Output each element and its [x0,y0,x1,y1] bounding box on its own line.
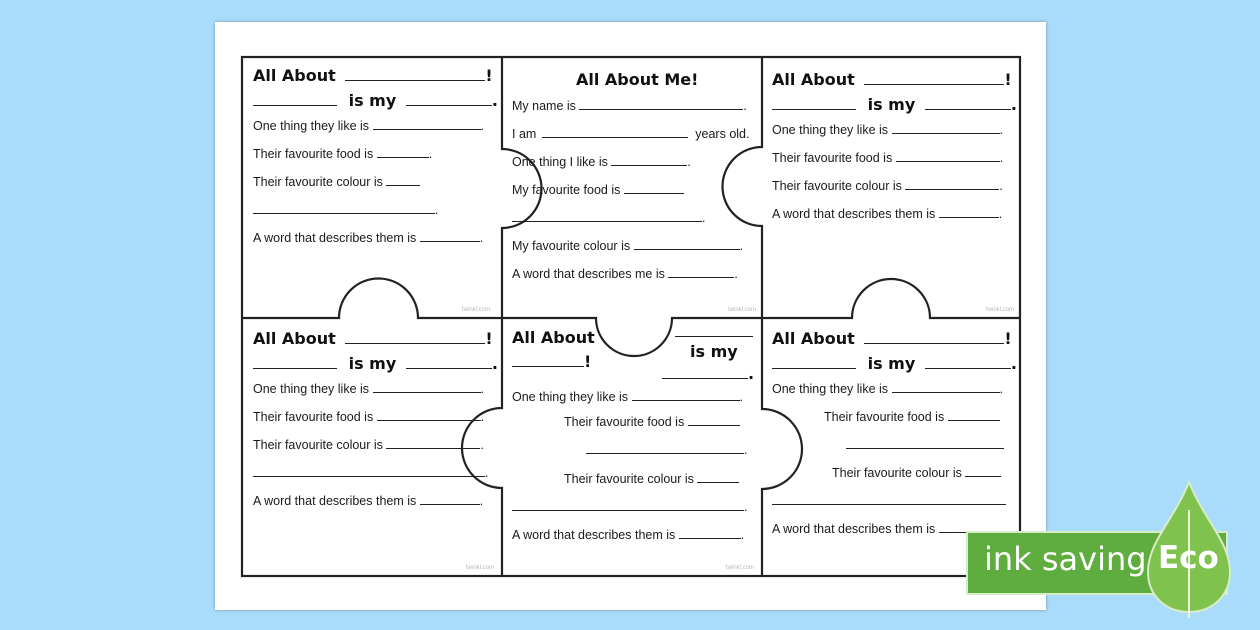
line-label: A word that describes them is [772,207,936,221]
line-label: Their favourite food is [253,147,374,161]
answer-blank[interactable] [386,447,480,449]
line-colour: Their favourite colour is . [772,179,1003,193]
answer-blank[interactable] [586,452,744,454]
answer-blank[interactable] [253,212,435,214]
line-label: One thing they like is [253,382,370,396]
heading-label: All About [253,329,336,348]
answer-blank[interactable] [634,248,740,250]
about-heading [253,329,493,348]
years-old-label: years old. [695,127,750,141]
heading-punct: ! [485,66,493,85]
line-label: Their favourite food is [564,415,685,429]
answer-blank[interactable] [688,424,740,426]
relation-name-blank[interactable] [253,104,337,106]
puzzle-edge-h-right [762,279,1020,318]
line-label: A word that describes them is [772,522,936,536]
answer-blank[interactable] [386,184,420,186]
watermark: twinkl.com [726,565,755,571]
heading-punct: . [748,364,755,383]
is-my-label: is my [348,91,397,110]
line-colour [253,175,420,189]
line-age [512,127,749,141]
relation-blank[interactable] [662,377,748,379]
watermark: twinkl.com [728,307,757,313]
line-label: Their favourite food is [253,410,374,424]
about-heading [772,70,1012,89]
relation-name-blank[interactable] [772,367,856,369]
ink-saving-label: ink saving [984,540,1147,578]
line-label: Their favourite colour is [253,175,383,189]
line-label: One thing they like is [253,119,370,133]
line-word: A word that describes them is . [253,494,484,508]
heading-punct: . [1010,95,1017,114]
answer-blank[interactable] [772,503,1006,505]
line-name: My name is . [512,99,747,113]
line-food [512,183,684,197]
line-colour-cont [772,494,1006,508]
relationship-heading [253,354,498,373]
answer-blank[interactable] [377,156,429,158]
line-food-cont [846,438,1004,452]
line-label: My name is [512,99,576,113]
heading-punct: . [491,354,498,373]
heading-punct: ! [584,352,592,371]
line-label: One thing I like is [512,155,608,169]
relation-blank[interactable] [925,108,1011,110]
line-one-thing: One thing they like is . [253,382,485,396]
relation-blank[interactable] [406,104,492,106]
line-label: A word that describes them is [512,528,676,542]
line-food: Their favourite food is . [253,410,485,424]
answer-blank[interactable] [420,503,480,505]
title-all-about-me: All About Me! [576,70,699,89]
heading-punct: ! [485,329,493,348]
line-label: Their favourite food is [824,410,945,424]
answer-blank[interactable] [512,220,702,222]
answer-blank[interactable] [373,391,481,393]
line-one-thing: One thing they like is . [772,382,1004,396]
answer-blank[interactable] [892,132,1000,134]
relation-name-row [512,352,591,371]
about-heading [772,329,1012,348]
line-label: My favourite food is [512,183,621,197]
line-colour: My favourite colour is . [512,239,744,253]
heading-punct: ! [1004,329,1012,348]
line-label: Their favourite colour is [832,466,962,480]
line-colour-cont: . [512,500,747,514]
line-one-thing: One thing they like is . [253,119,485,133]
name-blank[interactable] [864,83,1004,85]
answer-blank[interactable] [624,192,684,194]
line-label: One thing they like is [772,123,889,137]
watermark: twinkl.com [466,565,495,571]
is-my-label: is my [867,95,916,114]
answer-blank[interactable] [373,128,481,130]
answer-blank[interactable] [948,419,1000,421]
answer-blank[interactable] [679,537,741,539]
answer-blank[interactable] [668,276,734,278]
line-label: A word that describes me is [512,267,665,281]
line-food-cont: . [586,443,747,457]
line-word: A word that describes me is . [512,267,738,281]
relation-name-blank[interactable] [253,367,337,369]
line-word: A word that describes them is . [512,528,745,542]
heading-punct: . [491,91,498,110]
answer-blank[interactable] [420,240,480,242]
answer-blank[interactable] [905,188,999,190]
line-food: Their favourite food is . [772,151,1004,165]
line-word [772,522,999,536]
relation-blank[interactable] [925,367,1011,369]
line-word: A word that describes them is . [772,207,1003,221]
answer-blank[interactable] [579,108,743,110]
is-my-label: is my [690,342,738,361]
answer-blank[interactable] [542,136,688,138]
line-label: My favourite colour is [512,239,631,253]
heading-label: All About [772,70,855,89]
watermark: twinkl.com [986,307,1015,313]
about-heading-label: All About [512,328,595,347]
name-blank[interactable] [864,342,1004,344]
relationship-heading [772,95,1017,114]
line-colour: Their favourite colour is . [253,438,484,452]
answer-blank[interactable] [892,391,1000,393]
is-my-label: is my [867,354,916,373]
line-label: Their favourite food is [772,151,893,165]
line-colour [564,472,739,486]
line-label: I am [512,127,537,141]
line-one-thing: One thing they like is . [512,390,744,404]
line-one-thing: One thing I like is . [512,155,691,169]
relation-name-blank[interactable] [772,108,856,110]
line-label: Their favourite colour is [772,179,902,193]
answer-blank[interactable] [512,509,744,511]
line-colour [832,466,1001,480]
relation-row [662,364,754,383]
answer-blank[interactable] [939,216,999,218]
line-label: One thing they like is [512,390,629,404]
line-food [564,415,740,429]
line-label: One thing they like is [772,382,889,396]
line-colour-cont: . [253,203,438,217]
name-blank[interactable] [345,342,485,344]
name-blank[interactable] [675,335,753,337]
name-blank[interactable] [345,79,485,81]
heading-label: All About [253,66,336,85]
relationship-heading [772,354,1017,373]
line-food [824,410,1000,424]
relationship-heading [253,91,498,110]
line-colour-cont: . [253,466,488,480]
answer-blank[interactable] [896,160,1000,162]
answer-blank[interactable] [377,419,481,421]
answer-blank[interactable] [846,447,1004,449]
eco-label: Eco [1158,540,1219,576]
answer-blank[interactable] [253,475,485,477]
about-heading [253,66,493,85]
heading-punct: ! [1004,70,1012,89]
is-my-label: is my [348,354,397,373]
line-label: A word that describes them is [253,494,417,508]
answer-blank[interactable] [697,481,739,483]
watermark: twinkl.com [462,307,491,313]
heading-punct: . [1010,354,1017,373]
relation-blank[interactable] [406,367,492,369]
answer-blank[interactable] [965,475,1001,477]
answer-blank[interactable] [632,399,740,401]
line-word: A word that describes them is . [253,231,484,245]
line-label: Their favourite colour is [564,472,694,486]
line-food: Their favourite food is . [253,147,433,161]
answer-blank[interactable] [611,164,687,166]
relation-name-blank[interactable] [512,365,584,367]
heading-label: All About [772,329,855,348]
line-food-cont: . [512,211,705,225]
line-one-thing: One thing they like is . [772,123,1004,137]
name-blank-row [675,322,753,341]
line-label: Their favourite colour is [253,438,383,452]
line-label: A word that describes them is [253,231,417,245]
